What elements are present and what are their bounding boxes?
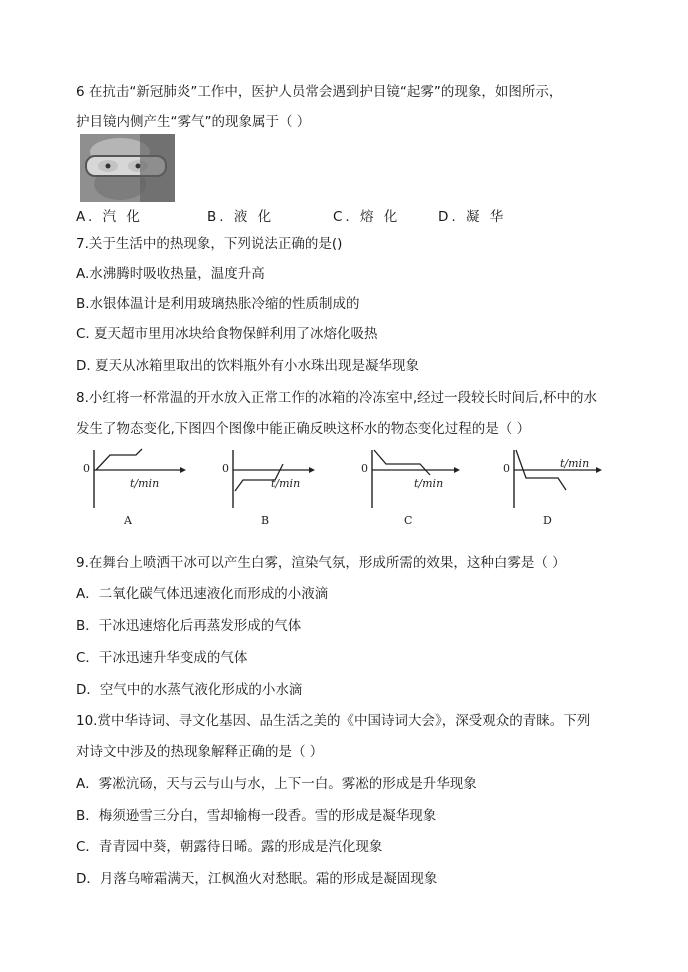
goggles-photo [80,134,175,202]
graph-d-letter: D [543,514,552,527]
graph-c-curve [374,450,430,475]
graph-a-letter: A [124,514,132,527]
graph-c-axis-label: t/min [414,477,444,490]
graph-a-curve [96,449,142,470]
q6-stem-line2: 护目镜内侧产生“雾气”的现象属于（ ） [76,114,311,130]
q10-stem-line1: 10.赏中华诗词、寻文化基因、品生活之美的《中国诗词大会》，深受观众的青睐。下列 [76,713,591,729]
q6-option-b[interactable]: B. 液 化 [207,209,275,225]
q7-stem: 7.关于生活中的热现象，下列说法正确的是() [76,236,343,252]
q9-option-b[interactable]: B．干冰迅速熔化后再蒸发形成的气体 [76,618,302,634]
q6-option-a[interactable]: A. 汽 化 [76,209,143,225]
q9-option-c[interactable]: C．干冰迅速升华变成的气体 [76,650,248,666]
graph-c[interactable] [358,448,468,532]
q6-option-c[interactable]: C. 熔 化 [333,209,401,225]
q9-option-d[interactable]: D．空气中的水蒸气液化形成的小水滴 [76,682,303,698]
graph-b-axis-label: t/min [271,477,301,490]
graph-d-origin-label: 0 [503,462,510,475]
graph-d[interactable] [500,448,610,532]
q10-stem-line2: 对诗文中涉及的热现象解释正确的是（ ） [76,744,324,760]
q7-option-a[interactable]: A.水沸腾时吸收热量，温度升高 [76,266,265,282]
graph-b[interactable] [219,448,329,532]
graph-d-axis-label: t/min [560,457,590,470]
graph-c-letter: C [404,514,413,527]
graph-a-axis-label: t/min [130,477,160,490]
graph-b-letter: B [261,514,270,527]
graph-a[interactable] [80,448,190,532]
q10-option-c[interactable]: C．青青园中葵，朝露待日晞。露的形成是汽化现象 [76,839,383,855]
q6-option-d[interactable]: D. 凝 华 [438,209,507,225]
q10-option-b[interactable]: B．梅须逊雪三分白，雪却输梅一段香。雪的形成是凝华现象 [76,808,437,824]
q8-stem-line2: 发生了物态变化,下图四个图像中能正确反映这杯水的物态变化过程的是（ ） [76,421,531,437]
q6-stem-line1: 6 在抗击“新冠肺炎”工作中，医护人员常会遇到护目镜“起雾”的现象，如图所示， [76,84,563,100]
q9-option-a[interactable]: A．二氧化碳气体迅速液化而形成的小液滴 [76,586,329,602]
q8-stem-line1: 8.小红将一杯常温的开水放入正常工作的冰箱的冷冻室中,经过一段较长时间后,杯中的水 [76,390,597,406]
q7-option-c[interactable]: C. 夏天超市里用冰块给食物保鲜利用了冰熔化吸热 [76,326,378,342]
q10-option-a[interactable]: A．雾凇沆砀，天与云与山与水，上下一白。雾凇的形成是升华现象 [76,776,477,792]
graph-a-origin-label: 0 [83,462,90,475]
q7-option-d[interactable]: D. 夏天从冰箱里取出的饮料瓶外有小水珠出现是凝华现象 [76,358,419,374]
q9-stem: 9.在舞台上喷洒干冰可以产生白雾，渲染气氛，形成所需的效果，这种白雾是（ ） [76,555,566,571]
graph-b-origin-label: 0 [222,462,229,475]
graph-c-origin-label: 0 [361,462,368,475]
q6-options [76,207,596,227]
q7-option-b[interactable]: B.水银体温计是利用玻璃热胀冷缩的性质制成的 [76,296,360,312]
q10-option-d[interactable]: D．月落乌啼霜满天，江枫渔火对愁眠。霜的形成是凝固现象 [76,871,438,887]
